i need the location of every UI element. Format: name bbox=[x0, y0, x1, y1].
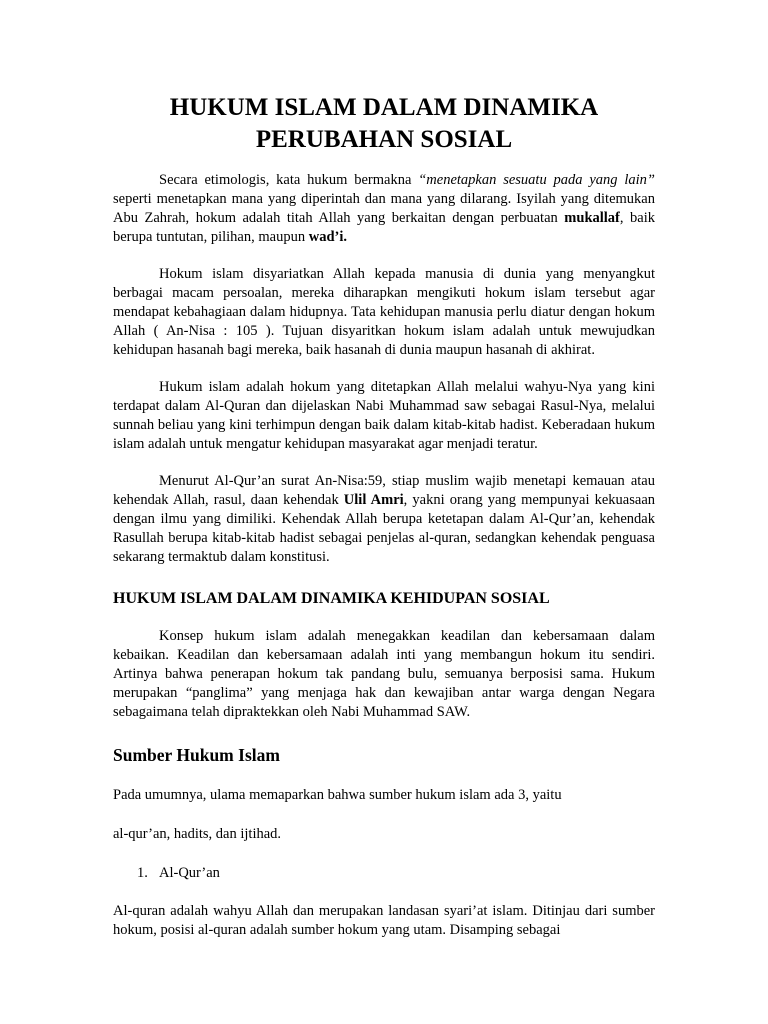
paragraph-etimologi bbox=[113, 171, 655, 247]
paragraph-an-nisa bbox=[113, 472, 655, 567]
term-mukallaf: mukallaf bbox=[564, 210, 620, 226]
document-body bbox=[113, 92, 655, 940]
paragraph-text: seperti menetapkan mana yang diperintah dan mana yang dilarang. Isyilah yang ditemukan Abu Zahrah, hokum adalah titah Allah yang berkaitan dengan perbuatan bbox=[113, 191, 655, 226]
list-number: 1. bbox=[137, 865, 148, 881]
paragraph-konsep: Konsep hukum islam adalah menegakkan keadilan dan kebersamaan dalam kebaikan. Keadilan dan kebersamaan adalah inti yang membangun hokum itu sendiri. Artinya bahwa penerapan hokum tak pandang bulu, semuanya berposisi sama. Hukum merupakan “panglima” yang menjaga hak dan kewajiban antar warga dengan Negara sebagaimana telah dipraktekkan oleh Nabi Muhammad SAW. bbox=[113, 628, 655, 720]
term-wadi: wad’i. bbox=[308, 229, 347, 245]
subsection-heading: Sumber Hukum Islam bbox=[113, 745, 280, 765]
term-ulil-amri: Ulil Amri bbox=[343, 492, 404, 508]
title-line-1: HUKUM ISLAM DALAM DINAMIKA bbox=[169, 94, 599, 121]
paragraph-text: , baik berupa tuntutan, pilihan, maupun bbox=[113, 210, 655, 245]
quote-definition: “menetapkan sesuatu pada yang lain” bbox=[418, 172, 655, 188]
document-title bbox=[113, 92, 655, 156]
paragraph-hukum-islam: Hukum islam adalah hokum yang ditetapkan Allah melalui wahyu-Nya yang kini terdapat dalam Al-Quran dan dijelaskan Nabi Muhammad saw sebagai Rasul-Nya, melalui sunnah beliau yang kini terhimpun dengan baik dalam kitab-kitab hadist. Keberadaan hukum islam adalah untuk mengatur kehidupan masyarakat agar menjadi teratur. bbox=[113, 379, 655, 452]
list-item bbox=[113, 864, 655, 883]
section-heading: HUKUM ISLAM DALAM DINAMIKA KEHIDUPAN SOSIAL bbox=[113, 590, 550, 607]
paragraph-text: Secara etimologis, kata hukum bermakna bbox=[159, 172, 419, 188]
paragraph-al-quran: Al-quran adalah wahyu Allah dan merupakan landasan syari’at islam. Ditinjau dari sumber hokum, posisi al-quran adalah sumber hokum yang utam. Disamping sebagai bbox=[113, 903, 655, 938]
paragraph-text: , yakni orang yang mempunyai kekuasaan dengan ilmu yang dimiliki. Kehendak Allah berupa ketetapan dalam Al-Qur’an, kehendak Rasullah berupa kitab-kitab hadist sebagai penjelas al-quran, sedangkan kehendak penguasa sekarang termaktub dalam konstitusi. bbox=[113, 492, 656, 565]
paragraph-sumber: Pada umumnya, ulama memaparkan bahwa sumber hukum islam ada 3, yaitu bbox=[113, 787, 562, 803]
paragraph-sumber-list: al-qur’an, hadits, dan ijtihad. bbox=[113, 826, 282, 842]
list-text: Al-Qur’an bbox=[159, 865, 220, 881]
title-line-2: PERUBAHAN SOSIAL bbox=[255, 126, 513, 153]
paragraph-disyariatkan: Hokum islam disyariatkan Allah kepada manusia di dunia yang menyangkut berbagai macam persoalan, mereka diharapkan mengikuti hokum islam tersebut agar mendapat kebahagiaan dalam hidupnya. Tata kehidupan manusia perlu diatur dengan hokum Allah ( An-Nisa : 105 ). Tujuan disyaritkan hokum islam adalah untuk mewujudkan kehidupan hasanah bagi mereka, baik hasanah di dunia maupun hasanah di akhirat. bbox=[113, 266, 655, 358]
paragraph-text: Menurut Al-Qur’an surat An-Nisa:59, stiap muslim wajib menetapi kemauan atau kehendak Allah, rasul, daan kehendak bbox=[113, 473, 655, 508]
